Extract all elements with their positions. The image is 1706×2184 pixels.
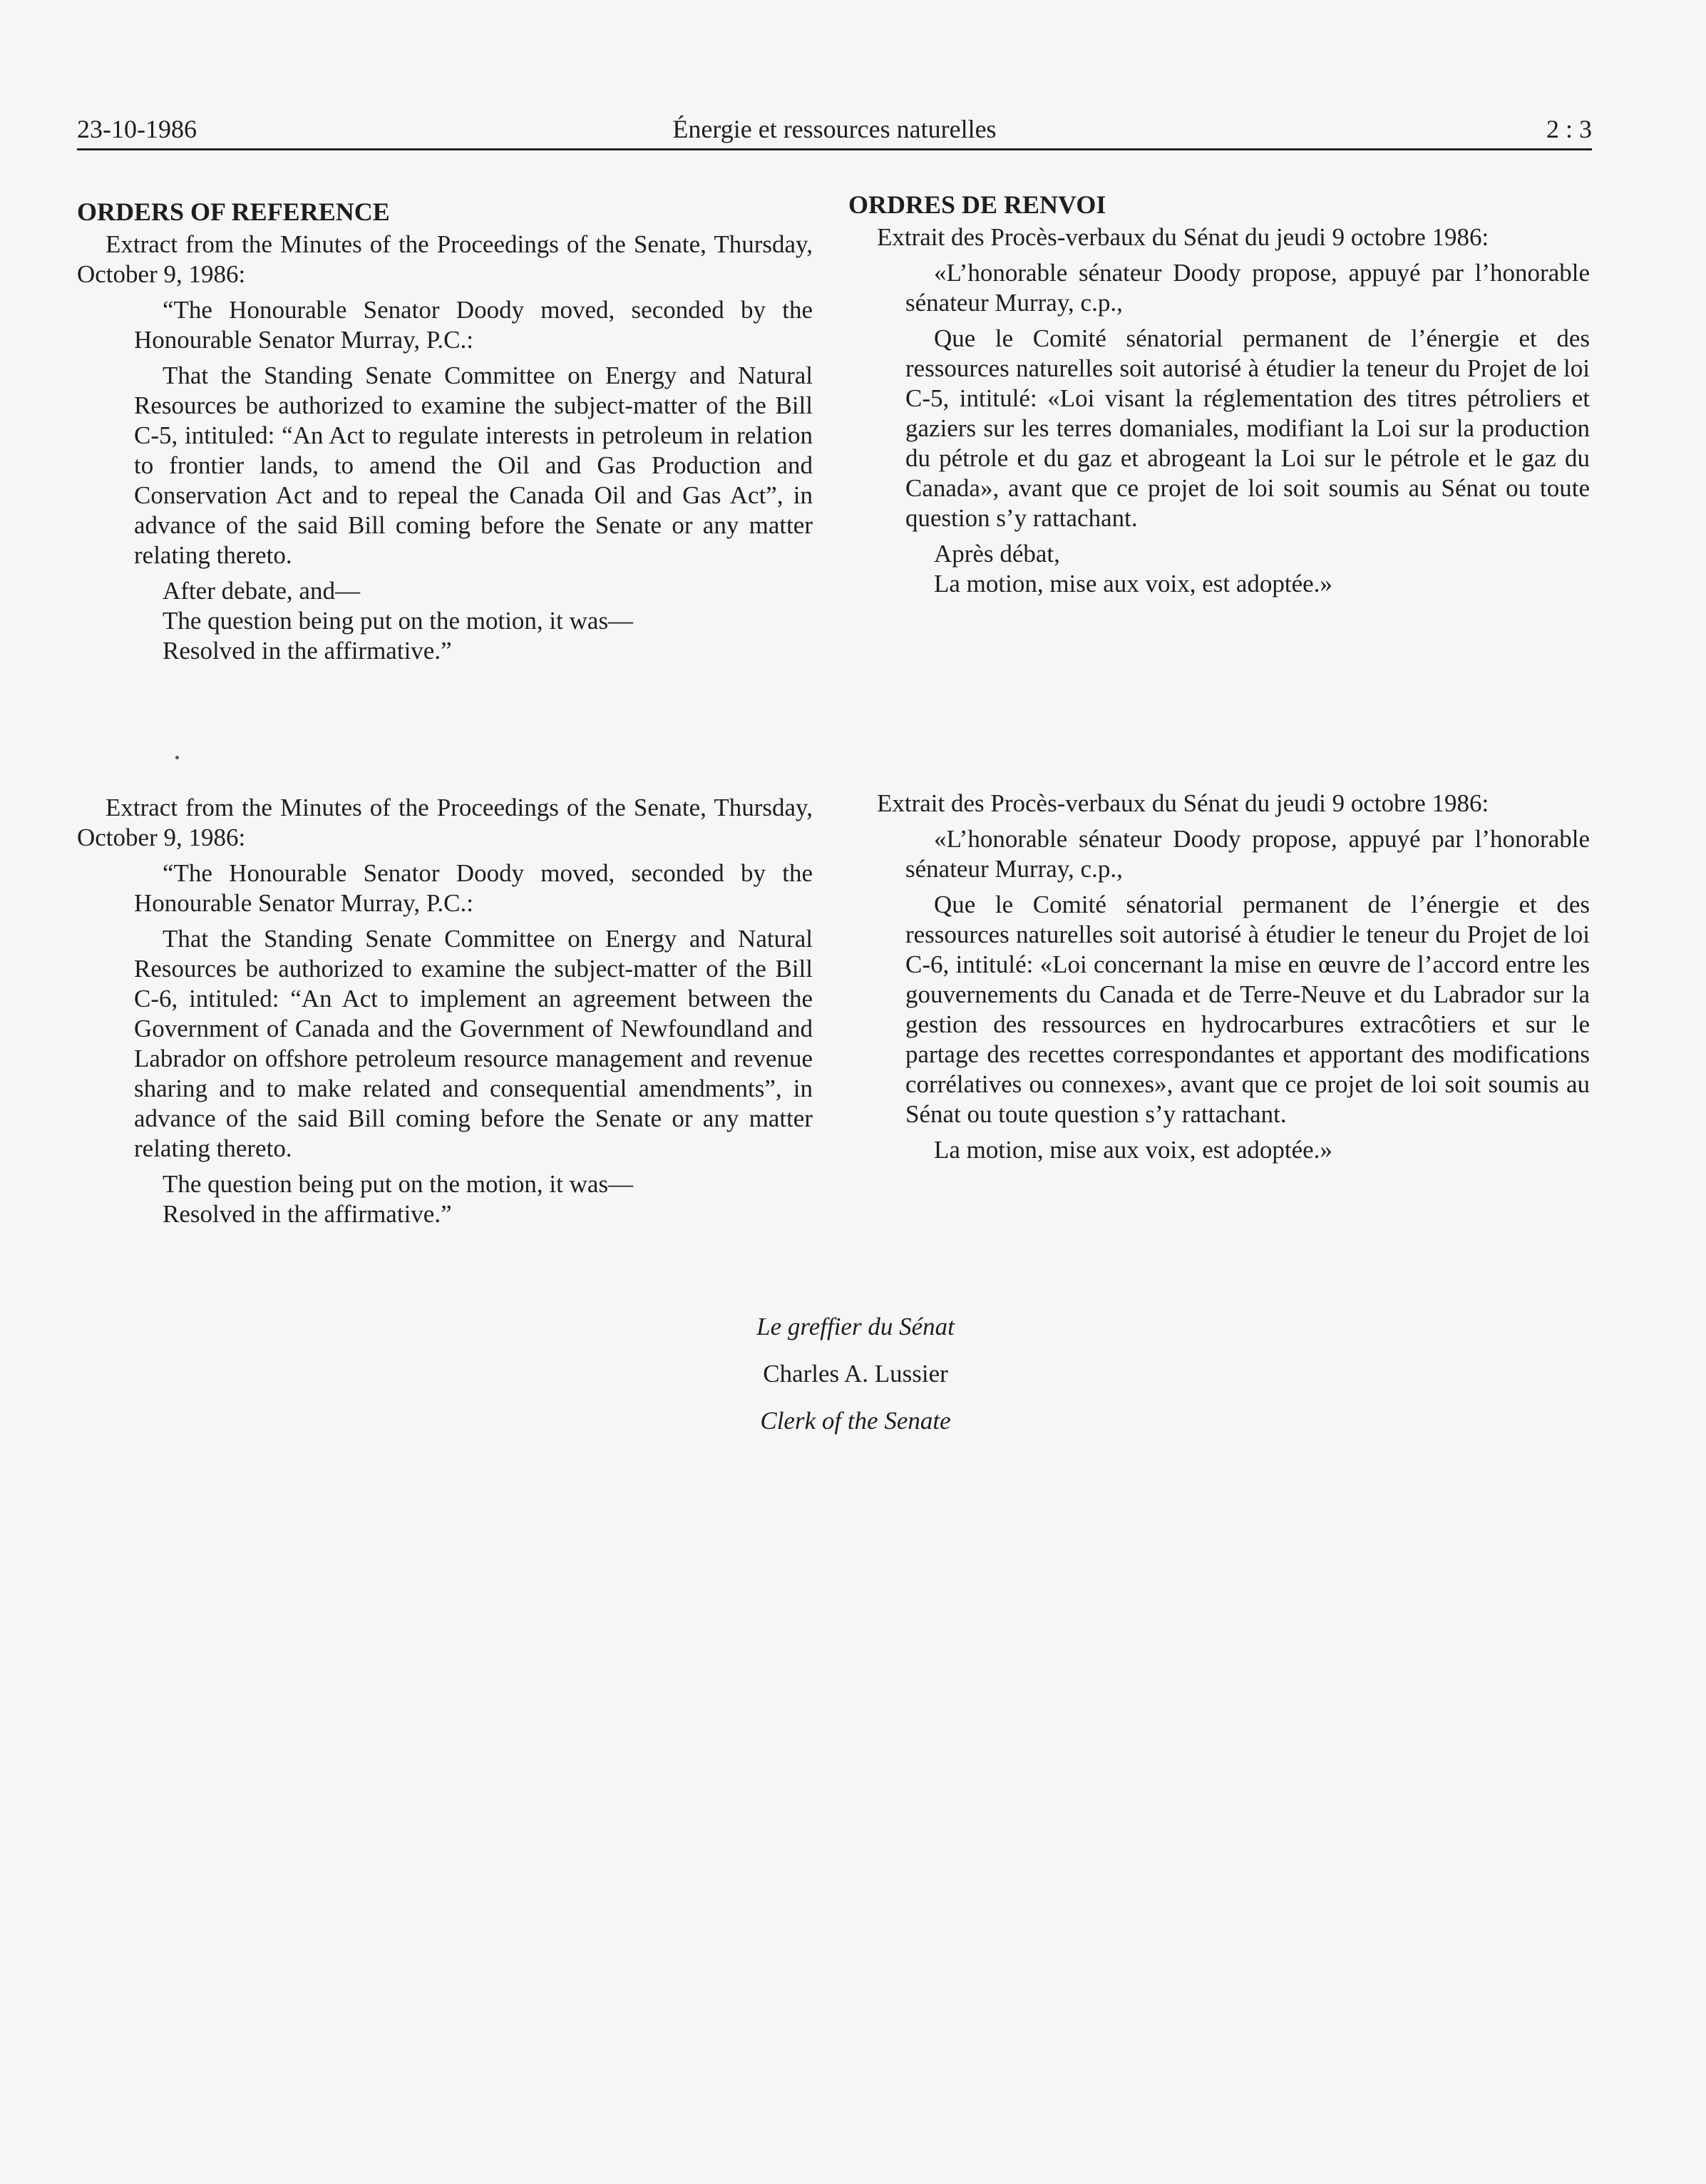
clerk-name: Charles A. Lussier bbox=[763, 1360, 948, 1388]
french-motion-mover: «L’honorable sénateur Doody propose, appuyé par l’honorable sénateur Murray, c.p., bbox=[905, 259, 1590, 317]
english-extract-intro-2: Extract from the Minutes of the Proceedings of the Senate, Thursday, October 9, 1986: bbox=[77, 794, 813, 851]
english-resolved: Resolved in the affirmative.” bbox=[163, 637, 452, 665]
english-orders-block-1 bbox=[77, 197, 813, 666]
english-orders-block-2 bbox=[77, 793, 813, 1229]
french-motion-text: Que le Comité sénatorial permanent de l’énergie et des ressources naturelles soit autorisé à étudier la teneur du Projet de loi C-5, intitulé: «Loi visant la réglementation des titres pétroliers et gaziers sur les terres domaniales, modifiant la Loi sur la production du pétrole et du gaz et abrogeant la Loi sur le pétrole et le gaz du Canada», avant que ce projet de loi soit soumis au Sénat ou toute question s’y rattachant. bbox=[905, 324, 1590, 532]
french-orders-block-2 bbox=[848, 789, 1590, 1165]
english-question: The question being put on the motion, it was— bbox=[163, 607, 634, 635]
french-motion-text-2: Que le Comité sénatorial permanent de l’énergie et des ressources naturelles soit autorisé à étudier le teneur du Projet de loi C-6, intitulé: «Loi concernant la mise en œuvre de l’accord entre les gouvernements du Canada et de Terre-Neuve et du Labrador sur la gestion des ressources en hydrocarbures extracôtiers et sur le partage des recettes correspondantes et apportant des modifications corrélatives ou connexes», avant que ce projet de loi soit soumis au Sénat ou toute question s’y rattachant. bbox=[905, 891, 1590, 1128]
clerk-signature bbox=[642, 1312, 1069, 1453]
english-motion-text: That the Standing Senate Committee on Energy and Natural Resources be authorized to examine the subject-matter of the Bill C-5, intituled: “An Act to regulate interests in petroleum in relation to frontier lands, to amend the Oil and Gas Production and Conservation Act and to repeal the Canada Oil and Gas Act”, in advance of the said Bill coming before the Senate or any matter relating thereto. bbox=[134, 362, 813, 569]
french-after-debate: Après débat, bbox=[934, 540, 1060, 568]
english-motion-mover: “The Honourable Senator Doody moved, seconded by the Honourable Senator Murray, P.C.: bbox=[134, 296, 813, 354]
clerk-title-french: Le greffier du Sénat bbox=[756, 1313, 955, 1340]
english-after-debate: After debate, and— bbox=[163, 577, 360, 605]
header-page-number: 2 : 3 bbox=[1546, 115, 1592, 143]
stray-mark bbox=[175, 756, 179, 759]
page-header bbox=[77, 113, 1592, 150]
english-extract-intro: Extract from the Minutes of the Proceedings of the Senate, Thursday, October 9, 1986: bbox=[77, 230, 813, 288]
english-motion-mover-2: “The Honourable Senator Doody moved, seconded by the Honourable Senator Murray, P.C.: bbox=[134, 859, 813, 917]
english-resolved-2: Resolved in the affirmative.” bbox=[163, 1200, 452, 1228]
english-question-2: The question being put on the motion, it was— bbox=[163, 1170, 634, 1198]
english-heading: ORDERS OF REFERENCE bbox=[77, 198, 390, 226]
french-extract-intro-2: Extrait des Procès-verbaux du Sénat du jeudi 9 octobre 1986: bbox=[877, 789, 1489, 817]
french-resolved-2: La motion, mise aux voix, est adoptée.» bbox=[934, 1136, 1332, 1164]
french-heading: ORDRES DE RENVOI bbox=[848, 190, 1106, 219]
header-title: Énergie et ressources naturelles bbox=[672, 115, 997, 143]
header-date: 23-10-1986 bbox=[77, 115, 197, 143]
french-resolved: La motion, mise aux voix, est adoptée.» bbox=[934, 570, 1332, 598]
french-orders-block-1 bbox=[848, 190, 1590, 599]
french-extract-intro: Extrait des Procès-verbaux du Sénat du jeudi 9 octobre 1986: bbox=[877, 223, 1489, 251]
french-motion-mover-2: «L’honorable sénateur Doody propose, appuyé par l’honorable sénateur Murray, c.p., bbox=[905, 825, 1590, 883]
clerk-title-english: Clerk of the Senate bbox=[760, 1407, 951, 1435]
english-motion-text-2: That the Standing Senate Committee on Energy and Natural Resources be authorized to examine the subject-matter of the Bill C-6, intituled: “An Act to implement an agreement between the Government of Canada and the Government of Newfoundland and Labrador on offshore petroleum resource management and revenue sharing and to make related and consequential amendments”, in advance of the said Bill coming before the Senate or any matter relating thereto. bbox=[134, 925, 813, 1162]
